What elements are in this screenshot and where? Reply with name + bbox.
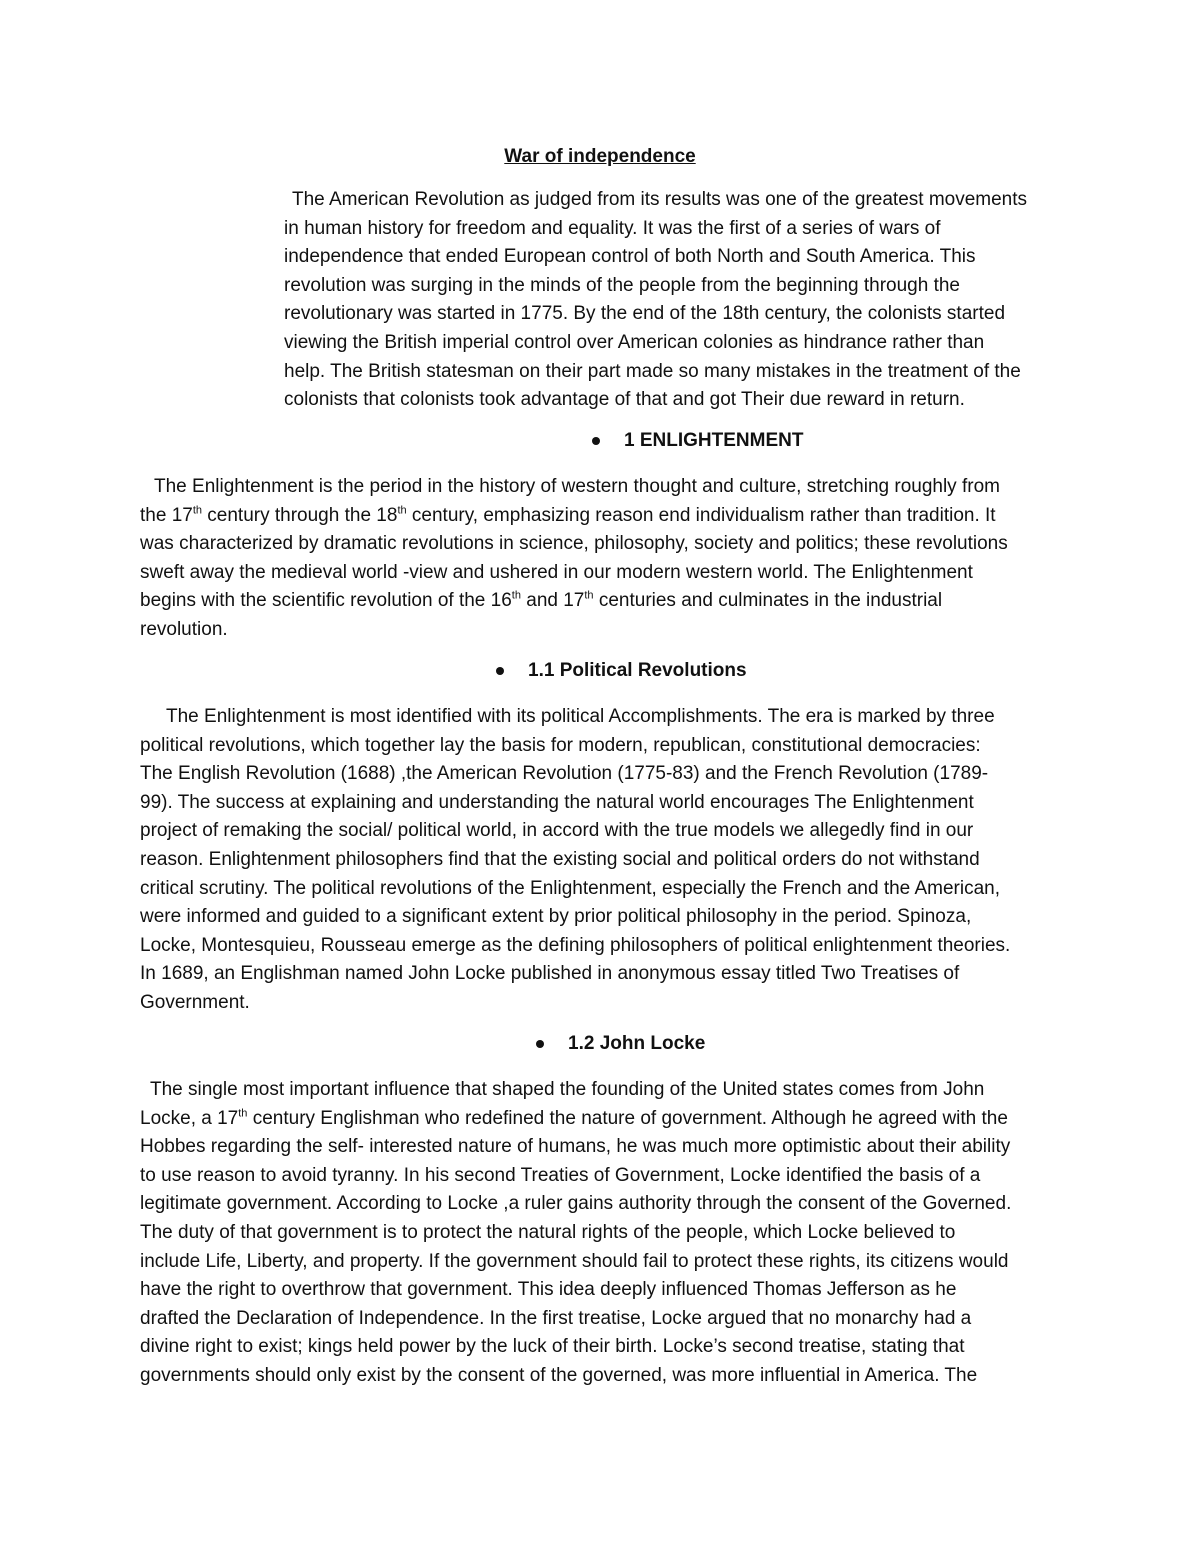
paragraph-line: the 17th century through the 18th century, emphasizing reason end individualism rather than tradition. It <box>140 504 996 526</box>
paragraph-line: revolutionary was started in 1775. By the end of the 18th century, the colonists started <box>284 303 1006 325</box>
paragraph-line: governments should only exist by the consent of the governed, was more influential in America. The <box>140 1364 978 1386</box>
paragraph-line: Hobbes regarding the self- interested nature of humans, he was much more optimistic about their ability <box>140 1136 1011 1158</box>
paragraph-line: reason. Enlightenment philosophers find that the existing social and political orders do not withstand <box>140 848 980 870</box>
section-heading-text: 1 ENLIGHTENMENT <box>624 430 804 451</box>
paragraph-line: The duty of that government is to protect the natural rights of the people, which Locke believed to <box>140 1221 956 1243</box>
bullet-icon <box>536 1040 544 1048</box>
paragraph-line: revolution was surging in the minds of the people from the beginning through the <box>284 274 960 296</box>
section-heading-text: 1.2 John Locke <box>568 1033 706 1054</box>
paragraph-line: The single most important influence that shaped the founding of the United states comes from John <box>150 1079 985 1100</box>
ordinal-suffix: th <box>511 590 521 603</box>
paragraph-line: political revolutions, which together lay the basis for modern, republican, constitutional democracies: <box>140 734 981 756</box>
paragraph-line: independence that ended European control of both North and South America. This <box>284 246 976 268</box>
paragraph-line: have the right to overthrow that government. This idea deeply influenced Thomas Jefferson as he <box>140 1279 957 1301</box>
document-title: War of independence <box>504 146 696 167</box>
section-heading-political-revolutions <box>496 660 747 682</box>
section-heading-enlightenment <box>592 430 803 452</box>
paragraph-line: Locke, a 17th century Englishman who redefined the nature of government. Although he agreed with the <box>140 1107 1008 1129</box>
paragraph-line: The American Revolution as judged from its results was one of the greatest movements <box>292 189 1028 210</box>
ordinal-suffix: th <box>238 1107 248 1120</box>
paragraph-line: include Life, Liberty, and property. If the government should fail to protect these rights, its citizens would <box>140 1250 1009 1272</box>
paragraph-line: 99). The success at explaining and understanding the natural world encourages The Enlightenment <box>140 791 974 813</box>
paragraph-line: in human history for freedom and equality. It was the first of a series of wars of <box>284 217 941 239</box>
paragraph-line: divine right to exist; kings held power by the luck of their birth. Locke’s second treatise, stating that <box>140 1336 965 1358</box>
ordinal-suffix: th <box>192 504 203 517</box>
section-heading-john-locke <box>536 1033 705 1055</box>
ordinal-suffix: th <box>397 504 407 517</box>
enlightenment-paragraph <box>140 473 1080 645</box>
section-heading-text: 1.1 Political Revolutions <box>528 660 747 681</box>
bullet-icon <box>592 437 600 445</box>
political-revolutions-paragraph <box>140 703 1080 1018</box>
paragraph-line: legitimate government. According to Locke ,a ruler gains authority through the consent of the Governed. <box>140 1193 1012 1215</box>
paragraph-line: The Enlightenment is the period in the history of western thought and culture, stretching roughly from <box>154 476 1000 497</box>
paragraph-line: In 1689, an Englishman named John Locke published in anonymous essay titled Two Treatises of <box>140 963 960 985</box>
paragraph-line: begins with the scientific revolution of the 16th and 17th centuries and culminates in the industrial <box>140 590 943 612</box>
paragraph-line: The Enlightenment is most identified with its political Accomplishments. The era is marked by three <box>166 706 995 727</box>
paragraph-line: critical scrutiny. The political revolutions of the Enlightenment, especially the French and the American, <box>140 877 1001 899</box>
paragraph-line: were informed and guided to a significant extent by prior political philosophy in the period. Spinoza, <box>140 906 972 928</box>
ordinal-suffix: th <box>584 590 594 603</box>
paragraph-line: The English Revolution (1688) ,the American Revolution (1775-83) and the French Revolution (1789- <box>140 763 989 785</box>
paragraph-line: to use reason to avoid tyranny. In his second Treaties of Government, Locke identified the basis of a <box>140 1164 981 1186</box>
bullet-icon <box>496 667 504 675</box>
paragraph-line: sweft away the medieval world -view and ushered in our modern western world. The Enlightenment <box>140 561 973 583</box>
paragraph-line: colonists that colonists took advantage of that and got Their due reward in return. <box>284 389 965 411</box>
paragraph-line: revolution. <box>140 618 228 640</box>
paragraph-line: Government. <box>140 991 250 1013</box>
paragraph-line: project of remaking the social/ political world, in accord with the true models we allegedly find in our <box>140 820 974 842</box>
john-locke-paragraph <box>140 1076 1080 1391</box>
paragraph-line: Locke, Montesquieu, Rousseau emerge as the defining philosophers of political enlightenment theories. <box>140 934 1011 956</box>
paragraph-line: viewing the British imperial control over American colonies as hindrance rather than <box>284 331 985 353</box>
paragraph-line: drafted the Declaration of Independence. In the first treatise, Locke argued that no monarchy had a <box>140 1307 972 1329</box>
paragraph-line: was characterized by dramatic revolutions in science, philosophy, society and politics; these revolutions <box>140 533 1008 555</box>
paragraph-line: help. The British statesman on their part made so many mistakes in the treatment of the <box>284 360 1021 382</box>
intro-paragraph <box>284 186 1074 415</box>
